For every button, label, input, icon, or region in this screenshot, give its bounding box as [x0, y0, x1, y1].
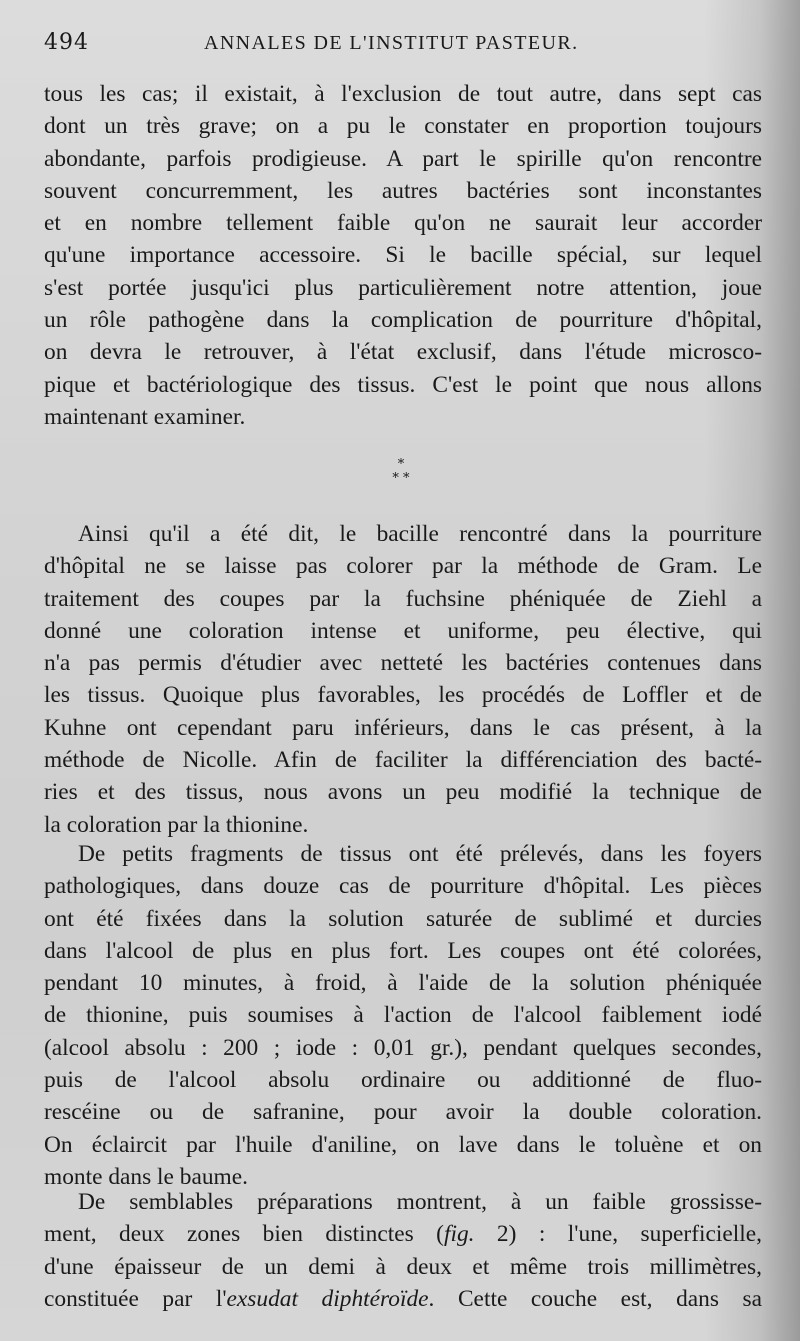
text-line: pathologiques, dans douze cas de pourriture d'hôpital. Les pièces — [44, 873, 762, 900]
text-line: un rôle pathogène dans la complication de pourriture d'hôpital, — [44, 307, 762, 334]
text-span: constituée par l' — [44, 1285, 227, 1312]
text-line: n'a pas permis d'étudier avec netteté les bactéries contenues dans — [44, 650, 762, 677]
text-line: On éclaircit par l'huile d'aniline, on lave dans le toluène et on — [44, 1131, 762, 1158]
text-line: tous les cas; il existait, à l'exclusion de tout autre, dans sept cas — [44, 81, 762, 107]
text-line: (alcool absolu : 200 ; iode : 0,01 gr.), pendant quelques secondes, — [44, 1034, 762, 1061]
text-line: de thionine, puis soumises à l'action de l'alcool faiblement iodé — [44, 1002, 762, 1029]
text-line: pique et bactériologique des tissus. C'est le point que nous allons — [44, 371, 762, 398]
text-line: qu'une importance accessoire. Si le bacille spécial, sur lequel — [44, 242, 762, 269]
text-line: donné une coloration intense et uniforme, peu élective, qui — [44, 617, 762, 644]
text-line — [44, 1218, 762, 1250]
text-line: Kuhne ont cependant paru inférieurs, dans le cas présent, à la — [44, 714, 762, 741]
text-line: ries et des tissus, nous avons un peu modifié la technique de — [44, 779, 762, 806]
separator-star-top: * — [397, 457, 405, 472]
paragraph-2 — [44, 518, 764, 841]
text-span: ment, deux zones bien distinctes ( — [44, 1221, 444, 1248]
italic-term: exsudat diphtéroïde — [226, 1285, 429, 1312]
page-header — [44, 30, 764, 66]
text-line: puis de l'alcool absolu ordinaire ou additionné de fluo- — [44, 1067, 762, 1094]
page-number: 494 — [44, 30, 89, 55]
text-line: monte dans le baume. — [44, 1163, 248, 1190]
text-span: . Cette couche est, dans sa — [428, 1285, 763, 1312]
text-line: méthode de Nicolle. Afin de faciliter la différenciation des bacté- — [44, 747, 762, 774]
text-line: abondante, parfois prodigieuse. A part le spirille qu'on rencontre — [44, 145, 762, 172]
text-line: s'est portée jusqu'ici plus particulièrement notre attention, joue — [44, 274, 762, 301]
text-line: pendant 10 minutes, à froid, à l'aide de la solution phéniquée — [44, 970, 762, 997]
text-line: dans l'alcool de plus en plus fort. Les coupes ont été colorées, — [44, 937, 762, 964]
text-line: et en nombre tellement faible qu'on ne saurait leur accorder — [44, 210, 762, 237]
text-line: la coloration par la thionine. — [44, 811, 309, 838]
text-line: maintenant examiner. — [44, 403, 246, 430]
separator-stars-bottom: * * — [392, 471, 410, 486]
text-line: souvent concurremment, les autres bactéries sont inconstantes — [44, 177, 762, 204]
text-line — [44, 1283, 762, 1315]
paragraph-4 — [44, 1186, 764, 1315]
text-line: d'une épaisseur de un demi à deux et même trois millimètres, — [44, 1253, 762, 1280]
figure-reference: fig. — [443, 1221, 475, 1248]
text-line: les tissus. Quoique plus favorables, les procédés de Loffler et de — [44, 682, 762, 709]
paragraph-1 — [44, 78, 764, 433]
text-line: ont été fixées dans la solution saturée de sublimé et durcies — [44, 905, 762, 932]
paragraph-3 — [44, 838, 764, 1193]
text-line: rescéine ou de safranine, pour avoir la double coloration. — [44, 1099, 762, 1126]
running-head: ANNALES DE L'INSTITUT PASTEUR. — [204, 32, 579, 54]
text-line: dont un très grave; on a pu le constater en proportion toujours — [44, 113, 762, 140]
text-span: 2) : l'une, superficielle, — [474, 1221, 763, 1248]
text-line: d'hôpital ne se laisse pas colorer par la méthode de Gram. Le — [44, 553, 762, 580]
text-line: Ainsi qu'il a été dit, le bacille rencontré dans la pourriture — [78, 521, 762, 547]
section-separator — [386, 458, 416, 498]
text-line: on devra le retrouver, à l'état exclusif, dans l'étude microsco- — [44, 339, 762, 366]
text-line: De petits fragments de tissus ont été prélevés, dans les foyers — [78, 841, 762, 867]
text-line: traitement des coupes par la fuchsine phéniquée de Ziehl a — [44, 585, 762, 612]
text-line: De semblables préparations montrent, à un faible grossisse- — [78, 1189, 762, 1215]
